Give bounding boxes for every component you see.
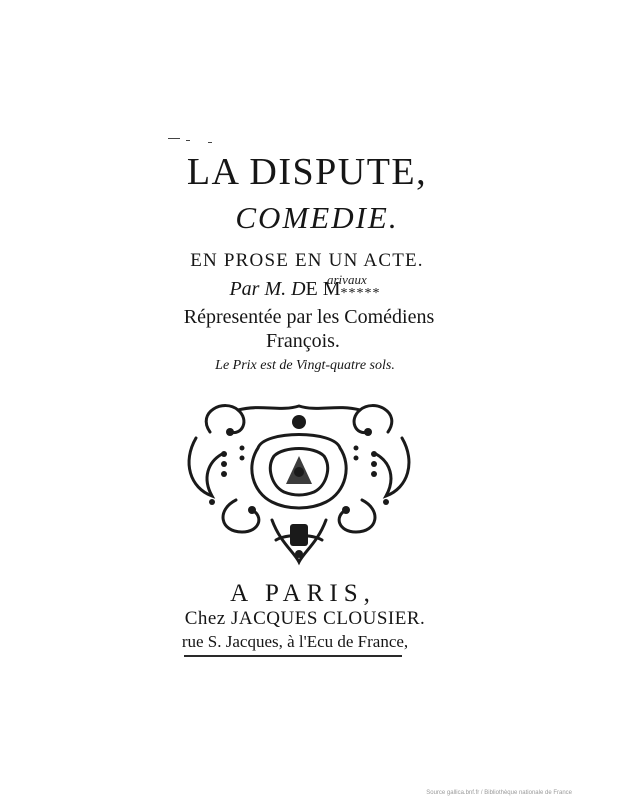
performed-line-2: François. xyxy=(266,330,340,352)
imprint-address: rue S. Jacques, à l'Ecu de France, xyxy=(181,632,409,651)
author-dots: ***** xyxy=(340,286,381,301)
performed-line-1: Répresentée par les Comédiens xyxy=(183,306,435,328)
stray-mark xyxy=(168,138,180,139)
page-subtitle: COMEDIE. xyxy=(235,200,399,235)
form-line: EN PROSE EN UN ACTE. xyxy=(190,250,424,271)
imprint-publisher: Chez JACQUES CLOUSIER. xyxy=(184,608,426,629)
author-prefix: Par M. D xyxy=(229,278,306,300)
bottom-rule xyxy=(184,655,402,657)
author-line xyxy=(0,272,614,301)
handwritten-annotation: arivaux xyxy=(327,272,367,287)
source-footer: Source gallica.bnf.fr / Bibliothèque nationale de France xyxy=(426,790,572,796)
imprint-city: A PARIS, xyxy=(230,580,376,607)
stray-mark xyxy=(186,140,190,141)
price-line: Le Prix est de Vingt-quatre sols. xyxy=(215,358,395,373)
stray-mark xyxy=(208,142,212,143)
author-initial: E M xyxy=(305,278,341,300)
page-title: LA DISPUTE, xyxy=(186,151,428,193)
printers-ornament xyxy=(176,392,422,572)
